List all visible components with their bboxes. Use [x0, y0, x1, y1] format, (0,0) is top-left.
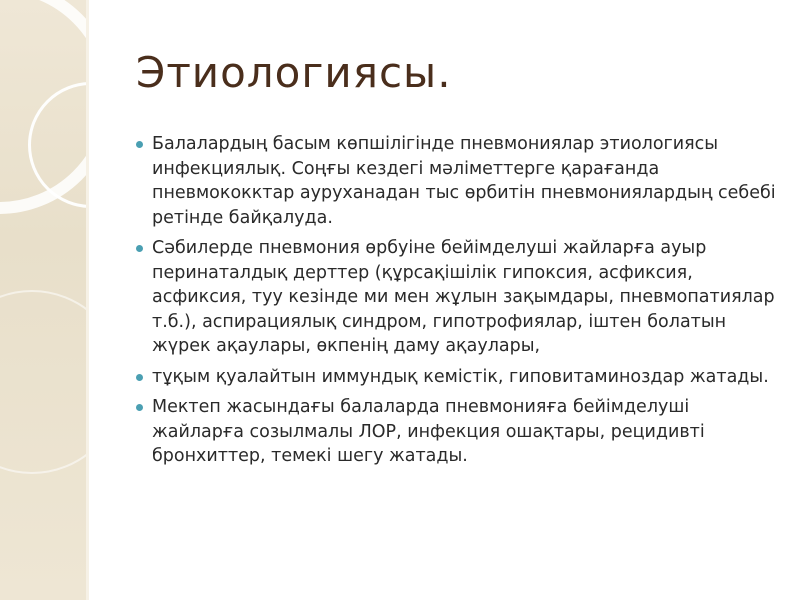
- bullet-text: Мектеп жасындағы балаларда пневмонияға бейімделуші жайларға созылмалы ЛОР, инфекция ошақтары, рецидивті бронхиттер, темекі шегу жатады.: [152, 397, 705, 466]
- slide-title: Этиологиясы.: [136, 48, 452, 97]
- decorative-side-panel: [0, 0, 89, 600]
- bullet-dot-icon: [136, 245, 143, 252]
- bullet-item: [136, 365, 776, 390]
- bullet-text: тұқым қуалайтын иммундық кемістік, гиповитаминоздар жатады.: [152, 366, 769, 387]
- bullet-item: [136, 395, 776, 469]
- bullet-dot-icon: [136, 141, 143, 148]
- bullet-dot-icon: [136, 374, 143, 381]
- bullet-text: Сәбилерде пневмония өрбуіне бейімделуші жайларға ауыр перинаталдық дерттер (құрсақішілік гипоксия, асфиксия, асфиксия, туу кезінде ми мен жұлын зақымдары, пневмопатиялар т.б.), аспирациялық синдром, гипотрофиялар, іштен болатын жүрек ақаулары, өкпенің даму ақаулары,: [152, 238, 775, 356]
- bullet-item: [136, 236, 776, 359]
- bullet-dot-icon: [136, 404, 143, 411]
- bullet-list: [136, 132, 776, 475]
- decorative-ring: [0, 290, 89, 474]
- bullet-item: [136, 132, 776, 230]
- bullet-text: Балалардың басым көпшілігінде пневмониялар этиологиясы инфекциялық. Соңғы кездегі мәліметтерге қарағанда пневмококктар ауруханадан тыс өрбитін пневмониялардың себебі ретінде байқалуда.: [152, 134, 776, 228]
